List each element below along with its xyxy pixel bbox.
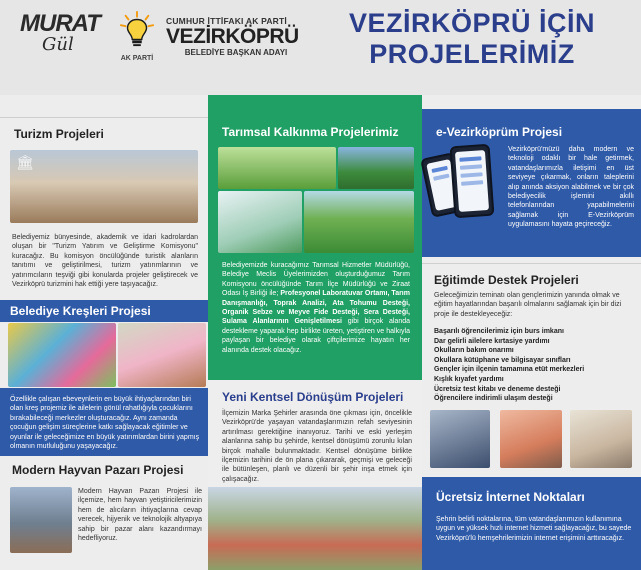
list-item: Okulların bakım onarımı	[434, 347, 514, 355]
e-vezirkopru-title: e-Vezirköprüm Projesi	[436, 125, 563, 139]
list-item: Kışlık kıyafet yardımı	[434, 375, 504, 383]
education-list	[434, 327, 632, 404]
nursery-photo-building	[8, 323, 116, 387]
agriculture-photo-tractor	[338, 147, 414, 189]
agriculture-photo-lab	[218, 191, 302, 253]
education-photo-library	[500, 410, 562, 468]
agriculture-text-intro: Belediyemizde kuracağımız Tarımsal Hizmetler Müdürlüğü, Belediye Meclis Üyelerimizden oluşturduğumuz Tarım Komisyonu öncülüğünde Tarım İlçe Müdürlüğü ve Ziraat Odası İş Birliği ile;	[222, 262, 410, 298]
nursery-title: Belediye Kreşleri Projesi	[10, 304, 151, 318]
education-photo-student	[430, 410, 490, 468]
column-right	[422, 95, 641, 570]
divider	[0, 117, 208, 118]
livestock-market-photo	[10, 487, 72, 553]
smartphone-icon	[450, 144, 495, 219]
agriculture-text-end: gibi birçok alanda destekleme yaparak hep birlikte üreten, yetiştiren ve halkıyla paylaşan bir belediye olarak çiftçilerimize hayatın her alanında destek olacağız.	[222, 318, 411, 354]
education-text: Geleceğimizin teminatı olan gençlerimizin yanında olmak ve eğitim hayatlarından başarılı olmalarını sağlamak için bir dizi proje ile destekleyeceğiz:	[434, 292, 622, 318]
divider	[422, 263, 641, 264]
tourism-photo	[10, 150, 198, 223]
party-logo	[114, 10, 160, 72]
column-left	[0, 95, 208, 570]
candidate-logo	[20, 12, 110, 72]
list-item: Başarılı öğrencilerimiz için burs imkanı	[434, 328, 564, 335]
page-title-line1: VEZİRKÖPRÜ İÇİN	[348, 8, 596, 38]
candidate-title	[166, 16, 306, 57]
education-title: Eğitimde Destek Projeleri	[434, 273, 579, 287]
candidate-line1: CUMHUR İTTİFAKI AK PARTİ	[166, 16, 287, 26]
header	[0, 0, 641, 95]
nursery-photo-children	[118, 323, 206, 387]
light-bulb-icon	[118, 10, 156, 48]
urban-transformation-title: Yeni Kentsel Dönüşüm Projeleri	[222, 390, 404, 404]
candidate-line2: VEZİRKÖPRÜ	[166, 25, 299, 48]
list-item: Ücretsiz test kitabı ve deneme desteği	[434, 385, 561, 393]
candidate-line3: BELEDİYE BAŞKAN ADAYI	[184, 48, 288, 57]
page-title-line2: PROJELERİMİZ	[369, 39, 575, 69]
education-photo-writing	[570, 410, 632, 468]
list-item: Dar gelirli ailelere kırtasiye yardımı	[434, 337, 550, 345]
tourism-text: Belediyemiz bünyesinde, akademik ve idari kadrolardan oluşan bir "Turizm Yatırım ve Geliştirme Komisyonu" kuracağız. Bu komisyon öncülüğünde turistik alanların tanıtımı ve geliştirilmesi, turizm yatırımlarının ve yatırımcıların teşviği gibi konularda projeler geliştirecek ve Vezirköprü turizmini hak ettiği yere taşıyacağız.	[12, 234, 198, 289]
logo-line1: MURAT	[20, 10, 100, 37]
image-icon: 🏛	[16, 154, 34, 170]
livestock-market-text: Modern Hayvan Pazarı Projesi ile ilçemize, hem hayvan yetiştiricilerimizin hem de alıcıların ihtiyaçlarına cevap verecek, hijyenik ve teknolojik altyapıya sahip bir pazar alanı kazandırmayı hedefliyoruz.	[78, 488, 202, 543]
list-item: Gençler için ilçenin tamamına etüt merkezleri	[434, 366, 585, 374]
livestock-market-title: Modern Hayvan Pazarı Projesi	[12, 463, 184, 477]
agriculture-title: Tarımsal Kalkınma Projelerimiz	[222, 125, 399, 139]
page-title	[322, 8, 622, 70]
agriculture-photo-field	[304, 191, 414, 253]
internet-text: Şehrin belirli noktalarına, tüm vatandaşlarımızın kullanımına uygun ve yüksek hızlı internet hizmeti sağlayacağız, bu sayede Vezirköprü'lü hemşehrilerimizin internet erişimini arttıracağız.	[436, 516, 632, 542]
nursery-text: Özellikle çalışan ebeveynlerin en büyük ihtiyaçlarından biri olan kreş projemiz ile ailelerin gönül rahatlığıyla çocuklarını bırakabileceği merkezler oluşturacağız. Aynı zamanda çocuğun gelişim süreçlerine katkı sağlayacak eğitimler ve oyunlar ile geleceğimize en büyük yatırımlardan birini yapmış olmanın mutluluğunu yaşayacağız.	[10, 396, 200, 451]
internet-title: Ücretsiz İnternet Noktaları	[436, 490, 585, 504]
party-name: AK PARTİ	[120, 55, 154, 62]
logo-line2: Gül	[42, 34, 74, 55]
list-item: Öğrencilere indirimli ulaşım desteği	[434, 395, 553, 403]
urban-transformation-text: İlçemizin Marka Şehirler arasında öne çıkması için, öncelikle Vezirköprü'de yaşayan vatandaşlarımızın refah seviyesinin artırılması gerektiğine inanıyoruz. Tarihi ve eski yerleşim alanlarına sahip bu şehirde, kentsel dönüşümü zorunlu kılan birçok mahalle bulunmaktadır. Kentsel dönüşüme birlikte ilçemizin tarihini de ön plana çıkararak, geçmişi ve geleceği ile bütünleşen, planlı ve düzenli bir şehir inşa etmek için çalışacağız.	[222, 410, 412, 483]
column-center	[208, 95, 422, 570]
list-item: Okullara kütüphane ve bilgisayar sınıfları	[434, 356, 571, 364]
agriculture-photo-seedlings	[218, 147, 336, 189]
tourism-title: Turizm Projeleri	[14, 127, 104, 141]
urban-transformation-photo	[208, 487, 422, 570]
agriculture-text-bold: Profesyonel Laboratuvar Ortamı, Tarım Danışmanlığı, Toprak Analizi, Ata Tohumu Desteği, Organik Sebze ve Meyve Fide Desteği, Sera Desteği, Sulama Alanlarının Genişletilmesi	[222, 290, 410, 326]
e-vezirkopru-text: Vezirköprü'müzü daha modern ve teknoloji odaklı bir hale getirmek, vatandaşlarımızla iletişimi en üst seviyeye çıkarmak, onların taleplerini alıp anında aksiyon alabilmek ve bir çok belediyecilik işlemini akıllı telefonlarından yapabilmelerini sağlamak için E-Vezirköprüm uygulamasını hayata geçireceğiz.	[508, 146, 634, 229]
agriculture-text	[222, 261, 410, 355]
